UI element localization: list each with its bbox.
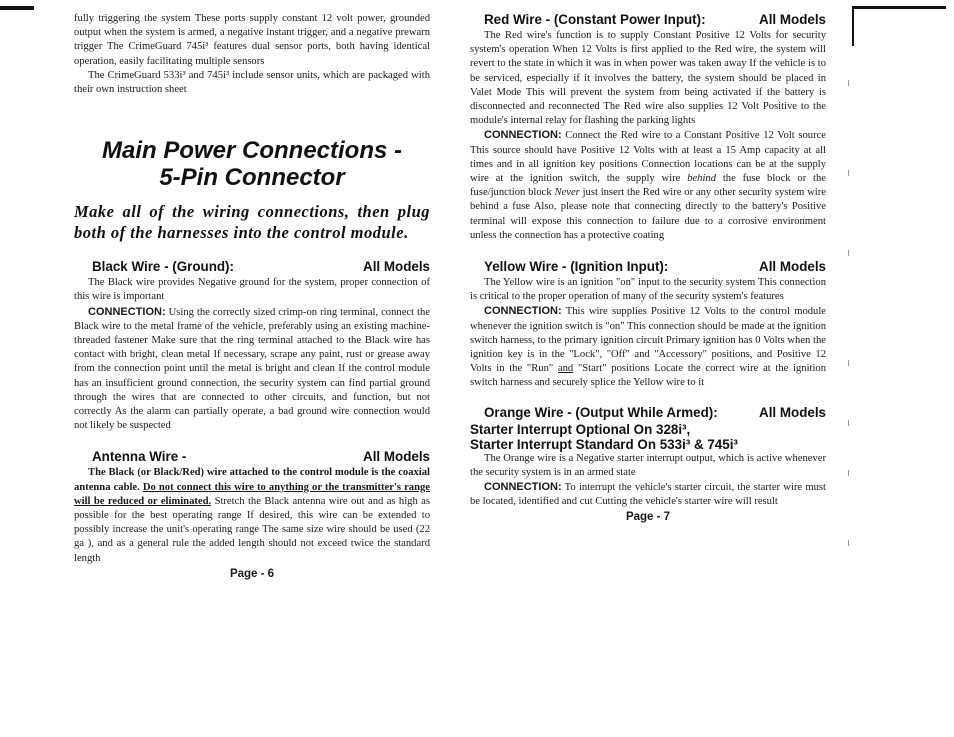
yellow-wire-description: The Yellow wire is an ignition "on" input to the security system This connection is critical to the proper operation of many of the security system's features xyxy=(470,277,826,303)
intro-paragraph-1: fully triggering the system These ports supply constant 12 volt power, grounded output when the system is armed, a negative instant trigger, and a negative prewarn trigger The CrimeGuard 745i³ features dual sensor ports, both having identical operation, easily facilitating multiple sensors xyxy=(74,13,430,67)
scan-edge-artifacts xyxy=(848,60,856,580)
connection-label: CONNECTION: xyxy=(484,305,562,318)
main-title-line-1: Main Power Connections - xyxy=(101,137,403,165)
main-title xyxy=(74,137,430,191)
scan-corner-mark xyxy=(0,6,34,10)
antenna-wire-description xyxy=(74,466,430,565)
connection-label: CONNECTION: xyxy=(484,481,562,494)
page-number-6: Page - 6 xyxy=(229,567,275,580)
antenna-bold-text: The Black (or Black/Red) wire attached to the control module is the coaxial antenna cable. xyxy=(74,467,430,493)
red-connection-italic-never: Never xyxy=(554,187,580,199)
page-7 xyxy=(470,12,826,523)
black-wire-connection-text: Using the correctly sized crimp-on ring terminal, connect the Black wire to the metal frame of the vehicle, preferably using an existing machine-threaded fastener Make sure that the ring terminal attached to the Black wire has contact with bright, clean metal If necessary, scrape any paint, rust or grease away from the connection point until the metal is bright and clean If the control module has an insufficient ground connection, the security system can find partial ground through the wires that are connected to other circuits, and function, but not correctly As the alarm can partially operate, a bad ground wire connection would not likely be suspected xyxy=(74,306,430,432)
section-subtitle: Make all of the wiring connections, then plug both of the harnesses into the control module. xyxy=(74,202,430,243)
orange-wire-description: The Orange wire is a Negative starter interrupt output, which is active whenever the security system is in an armed state xyxy=(470,452,826,478)
orange-wire-subheading-1: Starter Interrupt Optional On 328i³, xyxy=(470,421,691,437)
black-wire-models: All Models xyxy=(363,259,430,275)
black-wire-connection xyxy=(74,305,430,434)
black-wire-heading xyxy=(74,259,430,274)
yellow-connection-text-a: This wire supplies Positive 12 Volts to the control module whenever the ignition switch is "on" This connection should be made at the ignition switch harness, to the primary ignition circuit Primary ignition has 0 Volts when the ignition key is in the "Lock", "Off" and "Accessory" positions, and Positive 12 Volts in the "Run" xyxy=(470,306,826,375)
main-title-line-2: 5-Pin Connector xyxy=(159,164,345,192)
red-connection-text-a: Connect the Red wire to a Constant Positive 12 Volt source This source should have Positive 12 Volts with at least a 15 Amp capacity at all times and in all ignition key positions Connection locations can be at the supply wire at the ignition switch, the supply wire xyxy=(470,130,826,185)
orange-wire-subheading-2: Starter Interrupt Standard On 533i³ & 745i³ xyxy=(470,436,738,452)
red-wire-title: Red Wire - (Constant Power Input): xyxy=(484,12,706,27)
yellow-connection-text-b: "Start" positions Locate the correct wire at the ignition switch harness and securely splice the Yellow wire to it xyxy=(470,363,827,389)
antenna-warning: Do not connect this wire to anything or the transmitter's range will be reduced or eliminated. xyxy=(74,481,430,507)
red-wire-models: All Models xyxy=(759,12,826,27)
red-connection-text-c: just insert the Red wire or any other security system wire behind a fuse Also, please note that connecting directly to the battery's Positive terminal will expose this connection to failure due to a corrosive environment unless the connection has a protective coating xyxy=(470,187,826,241)
connection-label: CONNECTION: xyxy=(88,305,166,318)
black-wire-description: The Black wire provides Negative ground for the system, proper connection of this wire is important xyxy=(74,277,430,303)
orange-wire-connection xyxy=(470,480,826,509)
yellow-wire-heading xyxy=(470,259,826,274)
page-6 xyxy=(74,12,430,580)
red-connection-text-b: the fuse block or the fuse/junction block xyxy=(470,173,826,199)
yellow-wire-models: All Models xyxy=(759,259,826,275)
yellow-wire-title: Yellow Wire - (Ignition Input): xyxy=(484,259,669,275)
antenna-wire-heading xyxy=(74,449,430,464)
antenna-rest-text: Stretch the Black antenna wire out and as high as possible for the best operating range If desired, this wire can be extended to possibly increase the unit's operating range The same size wire should be used (22 ga ), and as a general rule the added length should not exceed twice the standard length xyxy=(74,495,430,564)
orange-wire-title: Orange Wire - (Output While Armed): xyxy=(484,404,718,420)
antenna-wire-title: Antenna Wire - xyxy=(92,449,187,465)
orange-wire-heading xyxy=(470,405,826,420)
red-wire-heading xyxy=(470,12,826,27)
yellow-connection-and: and xyxy=(557,363,574,375)
black-wire-title: Black Wire - (Ground): xyxy=(92,259,234,275)
yellow-wire-connection xyxy=(470,304,826,390)
scan-edge-mark xyxy=(852,6,946,9)
connection-label: CONNECTION: xyxy=(484,129,562,142)
red-connection-italic-behind: behind xyxy=(687,173,717,185)
orange-connection-text: To interrupt the vehicle's starter circuit, the starter wire must be located, identified and cut Cutting the vehicle's starter wire will result xyxy=(470,482,826,508)
red-wire-connection xyxy=(470,128,826,243)
antenna-wire-models: All Models xyxy=(363,449,430,465)
orange-wire-models: All Models xyxy=(759,404,826,420)
page-number-7: Page - 7 xyxy=(625,511,671,524)
intro-paragraph-2: The CrimeGuard 533i³ and 745i³ include sensor units, which are packaged with their own instruction sheet xyxy=(74,69,430,96)
red-wire-description: The Red wire's function is to supply Constant Positive 12 Volts for security system's operation When 12 Volts is first applied to the Red wire, the system will revert to the state in which it was in when power was taken away If the vehicle is to be serviced, especially if it involves the battery, the system should be placed in Valet Mode This will prevent the system from being activated if the battery is disconnected and reconnected The Red wire also supplies 12 Volt Positive to the module's internal relay for flashing the parking lights xyxy=(470,30,826,127)
scan-edge-mark-vertical xyxy=(852,6,854,46)
